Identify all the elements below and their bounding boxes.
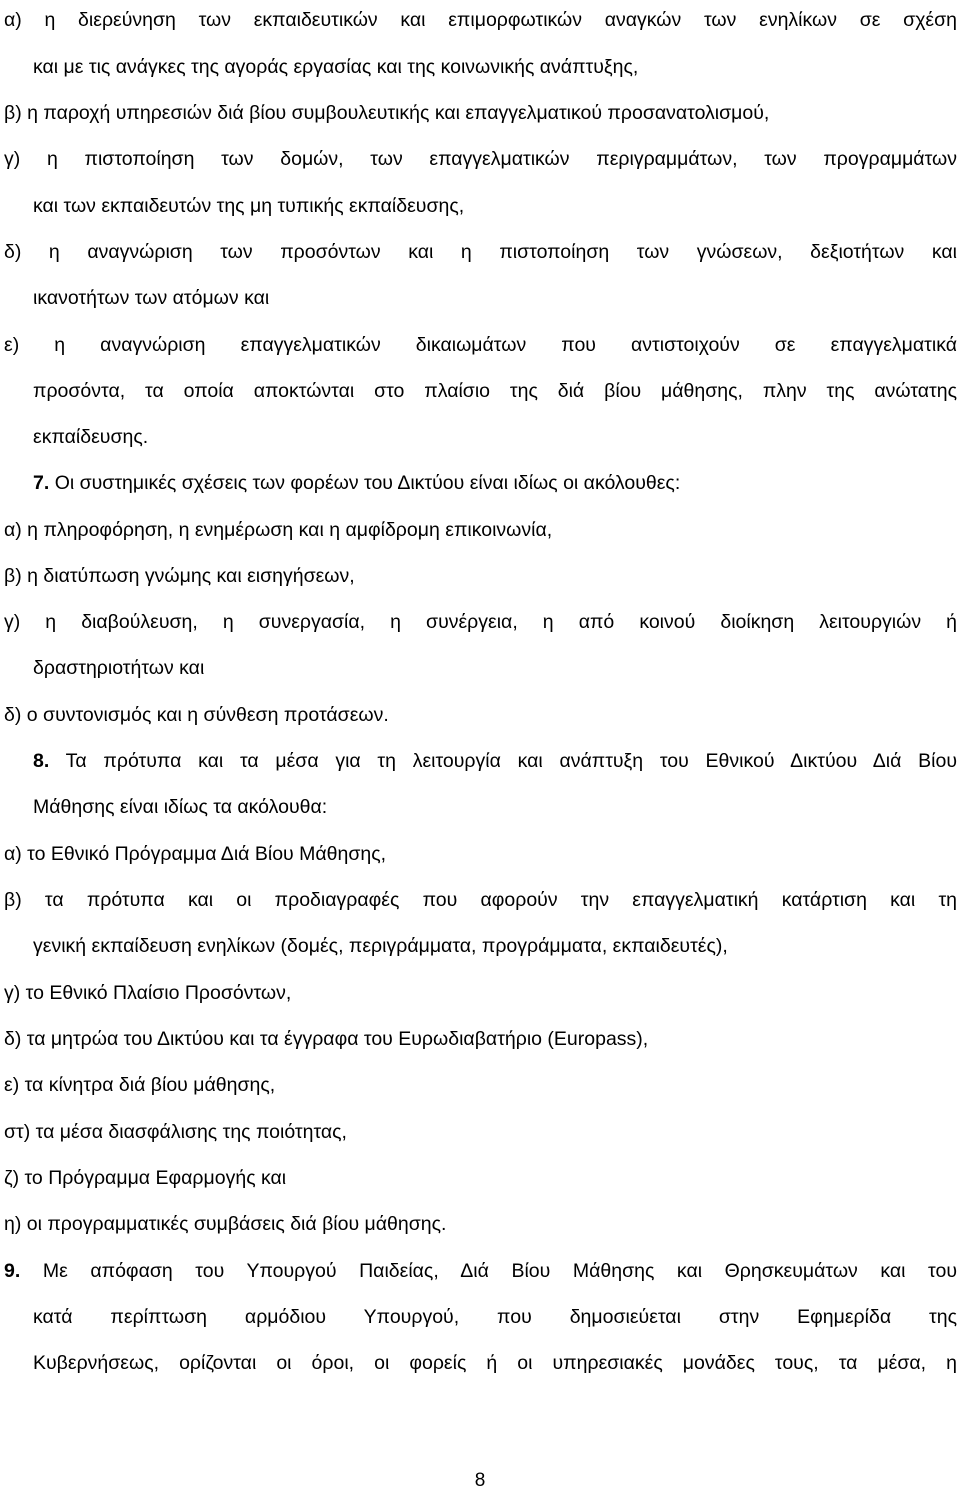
section-8-heading: 8. Τα πρότυπα και τα μέσα για τη λειτουργία και ανάπτυξη του Εθνικού Δικτύου Διά Βίου — [33, 750, 957, 772]
section-number: 7. — [33, 472, 50, 494]
section-number: 8. — [33, 750, 50, 772]
list-item: β) η διατύπωση γνώμης και εισηγήσεων, — [4, 565, 355, 587]
list-item: ε) τα κίνητρα διά βίου μάθησης, — [4, 1074, 276, 1096]
text-line: και με τις ανάγκες της αγοράς εργασίας και της κοινωνικής ανάπτυξης, — [33, 56, 639, 78]
list-item: δραστηριοτήτων και — [33, 657, 205, 679]
list-item: γ) η διαβούλευση, η συνεργασία, η συνέργεια, η από κοινού διοίκηση λειτουργιών ή — [4, 611, 957, 633]
text-line: δ) η αναγνώριση των προσόντων και η πιστοποίηση των γνώσεων, δεξιοτήτων και — [4, 241, 957, 263]
text-line: και των εκπαιδευτών της μη τυπικής εκπαίδευσης, — [33, 195, 465, 217]
text-line: ε) η αναγνώριση επαγγελματικών δικαιωμάτων που αντιστοιχούν σε επαγγελματικά — [4, 334, 957, 356]
text-line: εκπαίδευσης. — [33, 426, 149, 448]
list-item: α) το Εθνικό Πρόγραμμα Διά Βίου Μάθησης, — [4, 843, 387, 865]
text-line: ικανοτήτων των ατόμων και — [33, 287, 270, 309]
list-item: δ) ο συντονισμός και η σύνθεση προτάσεων. — [4, 704, 389, 726]
text-line: γ) η πιστοποίηση των δομών, των επαγγελματικών περιγραμμάτων, των προγραμμάτων — [4, 148, 957, 170]
list-item: α) η πληροφόρηση, η ενημέρωση και η αμφίδρομη επικοινωνία, — [4, 519, 553, 541]
list-item: δ) τα μητρώα του Δικτύου και τα έγγραφα του Ευρωδιαβατήριο (Europass), — [4, 1028, 649, 1050]
text-line: προσόντα, τα οποία αποκτώνται στο πλαίσιο της διά βίου μάθησης, πλην της ανώτατης — [33, 380, 957, 402]
page-number: 8 — [474, 1470, 486, 1491]
text-line: κατά περίπτωση αρμόδιου Υπουργού, που δημοσιεύεται στην Εφημερίδα της — [33, 1306, 957, 1328]
list-item: γενική εκπαίδευση ενηλίκων (δομές, περιγράμματα, προγράμματα, εκπαιδευτές), — [33, 935, 728, 957]
list-item: β) τα πρότυπα και οι προδιαγραφές που αφορούν την επαγγελματική κατάρτιση και τη — [4, 889, 957, 911]
list-item: γ) το Εθνικό Πλαίσιο Προσόντων, — [4, 982, 292, 1004]
list-item: στ) τα μέσα διασφάλισης της ποιότητας, — [4, 1121, 347, 1143]
text-line: β) η παροχή υπηρεσιών διά βίου συμβουλευτικής και επαγγελματικού προσανατολισμού, — [4, 102, 770, 124]
section-number: 9. — [4, 1260, 21, 1282]
section-7-heading: 7. Οι συστημικές σχέσεις των φορέων του Δικτύου είναι ιδίως οι ακόλουθες: — [33, 472, 681, 494]
list-item: ζ) το Πρόγραμμα Εφαρμογής και — [4, 1167, 287, 1189]
section-8-heading-cont: Μάθησης είναι ιδίως τα ακόλουθα: — [33, 796, 328, 818]
list-item: η) οι προγραμματικές συμβάσεις διά βίου μάθησης. — [4, 1213, 447, 1235]
text-line: α) η διερεύνηση των εκπαιδευτικών και επιμορφωτικών αναγκών των ενηλίκων σε σχέση — [4, 9, 957, 31]
text-line: Κυβερνήσεως, ορίζονται οι όροι, οι φορείς ή οι υπηρεσιακές μονάδες τους, τα μέσα, η — [33, 1352, 957, 1374]
section-9-paragraph: 9. Με απόφαση του Υπουργού Παιδείας, Διά Βίου Μάθησης και Θρησκευμάτων και του — [4, 1260, 957, 1282]
